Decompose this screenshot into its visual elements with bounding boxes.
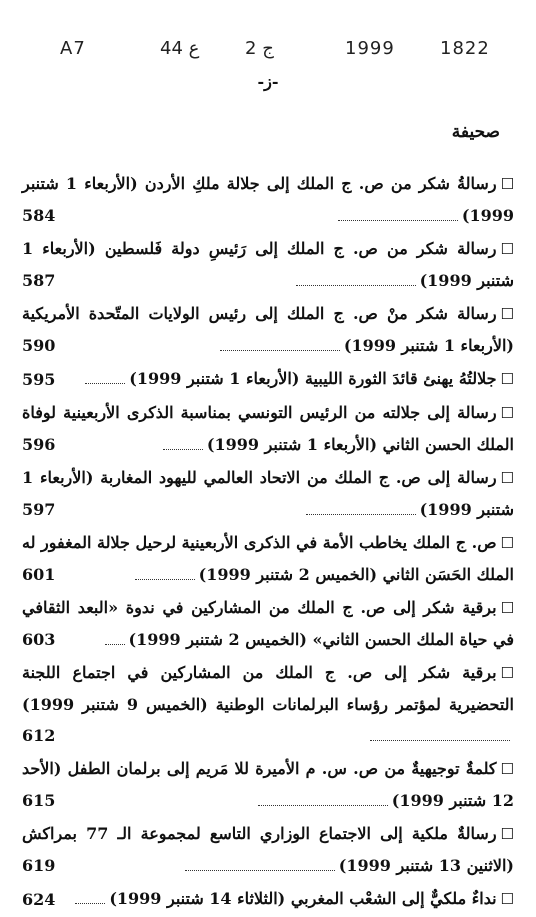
page-number: 584	[22, 206, 56, 225]
checkbox-bullet-icon: ☐	[500, 599, 515, 617]
entry-text: رسالة إلى جلالته من الرئيس التونسي بمناسبة الذكرى الأربعينية لوفاة الملك الحسن الثاني (الأربعاء 1 شتنبر 1999)	[22, 403, 514, 454]
dot-leader	[296, 277, 416, 286]
entry-text: رسالة شكر من ص. ج الملك إلى رَئيسِ دولة فَلسطين (الأربعاء 1 شتنبر 1999)	[22, 239, 514, 290]
toc-entry	[22, 233, 514, 296]
page-mark: -ز-	[257, 72, 279, 91]
page-number: 596	[22, 435, 56, 454]
checkbox-bullet-icon: ☐	[500, 469, 514, 487]
toc-entry	[22, 883, 514, 915]
dot-leader	[220, 342, 340, 351]
toc-entry	[22, 363, 514, 395]
checkbox-bullet-icon: ☐	[500, 175, 515, 193]
entry-text: برقية شكر إلى ص. ج الملك من المشاركين في اجتماع اللجنة التحضيرية لمؤتمر رؤساء البرلمانات الوطنية (الخميس 9 شتنبر 1999)	[22, 663, 514, 714]
page-number: 612	[22, 726, 56, 745]
entry-text: رسالة إلى ص. ج الملك من الاتحاد العالمي لليهود المغاربة (الأربعاء 1 شتنبر 1999)	[22, 468, 514, 519]
toc-entry	[22, 462, 514, 525]
page-number: 603	[22, 630, 56, 649]
checkbox-bullet-icon: ☐	[500, 825, 514, 843]
page-number: 597	[22, 500, 56, 519]
dot-leader	[258, 797, 388, 806]
handwritten-note-1: 44 ع	[160, 38, 200, 59]
checkbox-bullet-icon: ☐	[500, 664, 514, 682]
page-number: 619	[22, 856, 56, 875]
entry-text: رسالة شكر منْ ص. ج الملك إلى رئيس الولايات المتّحدة الأمريكية (الأربعاء 1 شتنبر 1999)	[22, 304, 514, 355]
toc-entry	[22, 168, 514, 231]
checkbox-bullet-icon: ☐	[500, 534, 514, 552]
checkbox-bullet-icon: ☐	[500, 240, 514, 258]
entry-text: برقية شكر إلى ص. ج الملك من المشاركين في ندوة «البعد الثقافي في حياة الملك الحسن الثاني» (الخميس 2 شتنبر 1999)	[22, 598, 514, 649]
page-number: 590	[22, 336, 56, 355]
page-number: 615	[22, 791, 56, 810]
dot-leader	[163, 441, 203, 450]
dot-leader	[185, 862, 335, 871]
page-number: 601	[22, 565, 56, 584]
dot-leader	[306, 506, 416, 515]
entry-text: جلالتُهُ يهنئ قائدَ الثورة الليبية (الأربعاء 1 شتنبر 1999)	[129, 369, 497, 388]
checkbox-bullet-icon: ☐	[500, 370, 514, 388]
toc-entry	[22, 657, 514, 751]
dot-leader	[85, 375, 125, 384]
toc-entry	[22, 753, 514, 816]
toc-entry	[22, 592, 514, 655]
dot-leader	[370, 732, 510, 741]
entry-text: ص. ج الملك يخاطب الأمة في الذكرى الأربعينية لرحيل جلالة المغفور له الملك الحَسَن الثاني (الخميس 2 شتنبر 1999)	[22, 533, 514, 584]
toc-entry	[22, 397, 514, 460]
entry-text: نداءٌ ملكيٌّ إلى الشعْب المغربي (الثلاثاء 14 شتنبر 1999)	[109, 889, 497, 908]
checkbox-bullet-icon: ☐	[500, 404, 514, 422]
table-of-contents	[22, 168, 514, 917]
entry-text: رسالةٌ ملكية إلى الاجتماع الوزاري التاسع لمجموعة الـ 77 بمراكش (الاثنين 13 شتنبر 1999)	[22, 824, 514, 875]
page-column-title: صحيفة	[451, 122, 500, 142]
checkbox-bullet-icon: ☐	[500, 760, 514, 778]
dot-leader	[105, 636, 125, 645]
dot-leader	[338, 212, 458, 221]
dot-leader	[135, 571, 195, 580]
page-number: 624	[22, 890, 56, 909]
checkbox-bullet-icon: ☐	[500, 305, 514, 323]
entry-text: كلمةٌ توجيهيةٌ من ص. س. م الأميرة للا مَريم إلى برلمان الطفل (الأحد 12 شتنبر 1999)	[22, 759, 514, 810]
handwritten-note-3: 1999	[345, 38, 395, 59]
toc-entry	[22, 818, 514, 881]
page-number: 595	[22, 370, 56, 389]
entry-text: رسالةُ شكر من ص. ج الملك إلى جلالة ملكِ الأردن (الأربعاء 1 شتنبر 1999)	[22, 174, 514, 225]
handwritten-note-4: 1822	[440, 38, 490, 59]
checkbox-bullet-icon: ☐	[500, 890, 514, 908]
handwritten-ref-a7: A7	[60, 38, 86, 59]
toc-entry	[22, 298, 514, 361]
page-number: 587	[22, 271, 56, 290]
toc-entry	[22, 527, 514, 590]
handwritten-note-2: 2 ج	[245, 38, 274, 59]
